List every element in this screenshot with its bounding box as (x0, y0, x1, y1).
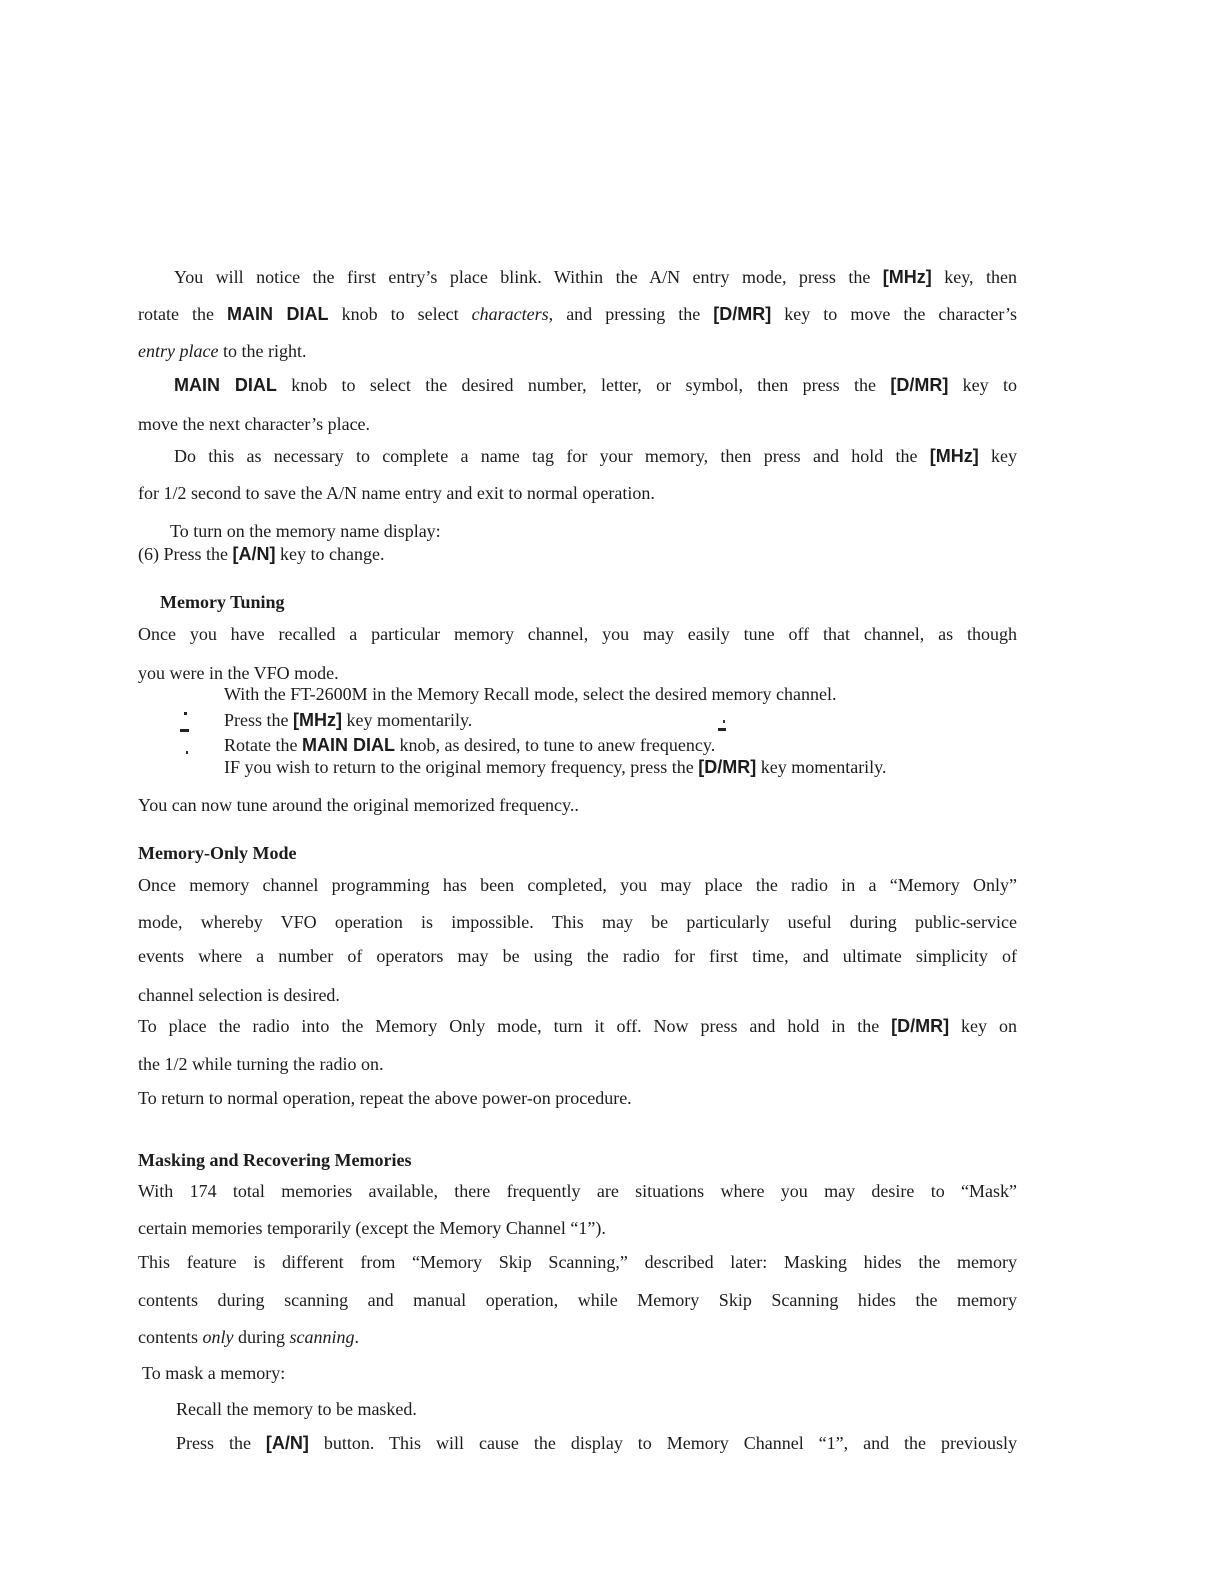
body-line: To place the radio into the Memory Only mode, turn it off. Now press and hold in the [D/MR] key on (138, 1016, 1017, 1036)
body-line: Do this as necessary to complete a name tag for your memory, then press and hold the [MHz] key (174, 446, 1017, 466)
body-line: events where a number of operators may be using the radio for first time, and ultimate simplicity of (138, 946, 1017, 966)
body-line: You can now tune around the original memorized frequency.. (138, 795, 579, 815)
mhz-key-label: [MHz] (929, 446, 979, 466)
body-line: Press the [A/N] button. This will cause the display to Memory Channel “1”, and the previously (176, 1433, 1017, 1453)
main-dial-label: MAIN DIAL (227, 304, 329, 324)
mhz-key-label: [MHz] (882, 267, 932, 287)
step-line: Rotate the MAIN DIAL knob, as desired, to tune to anew frequency. (224, 735, 716, 755)
body-line: the 1/2 while turning the radio on. (138, 1054, 384, 1074)
scan-speck (184, 712, 187, 715)
body-line: you were in the VFO mode. (138, 663, 339, 683)
scan-speck (186, 751, 188, 754)
step-line: IF you wish to return to the original memory frequency, press the [D/MR] key momentarily. (224, 757, 887, 777)
dmr-key-label: [D/MR] (698, 757, 757, 777)
an-key-label: [A/N] (232, 544, 276, 564)
body-line: rotate the MAIN DIAL knob to select characters, and pressing the [D/MR] key to move the character’s (138, 304, 1017, 324)
body-line: To return to normal operation, repeat the above power-on procedure. (138, 1088, 632, 1108)
body-line: MAIN DIAL knob to select the desired number, letter, or symbol, then press the [D/MR] key to (174, 375, 1017, 395)
body-line: for 1/2 second to save the A/N name entry and exit to normal operation. (138, 483, 655, 503)
body-line: To turn on the memory name display: (170, 521, 441, 541)
body-line: This feature is different from “Memory Skip Scanning,” described later: Masking hides the memory (138, 1252, 1017, 1272)
body-line: move the next character’s place. (138, 414, 371, 434)
an-key-label: [A/N] (265, 1433, 309, 1453)
body-line: contents only during scanning. (138, 1327, 359, 1347)
body-line: Recall the memory to be masked. (176, 1399, 417, 1419)
scan-speck (723, 720, 725, 723)
scan-speck (180, 729, 189, 732)
body-line: contents during scanning and manual operation, while Memory Skip Scanning hides the memory (138, 1290, 1017, 1310)
scan-speck (718, 728, 726, 731)
dmr-key-label: [D/MR] (890, 375, 949, 395)
body-line: certain memories temporarily (except the Memory Channel “1”). (138, 1218, 606, 1238)
body-line: mode, whereby VFO operation is impossible. This may be particularly useful during public-service (138, 912, 1017, 932)
section-heading-memory-tuning: Memory Tuning (160, 592, 285, 612)
step-line: With the FT-2600M in the Memory Recall mode, select the desired memory channel. (224, 684, 837, 704)
body-line: entry place to the right. (138, 341, 307, 361)
section-heading-memory-only-mode: Memory-Only Mode (138, 843, 297, 863)
body-line: Once memory channel programming has been completed, you may place the radio in a “Memory Only” (138, 875, 1017, 895)
main-dial-label: MAIN DIAL (301, 735, 395, 755)
body-line: (6) Press the [A/N] key to change. (138, 544, 385, 564)
dmr-key-label: [D/MR] (891, 1016, 950, 1036)
body-line: Once you have recalled a particular memory channel, you may easily tune off that channel, as though (138, 624, 1017, 644)
body-line: You will notice the first entry’s place blink. Within the A/N entry mode, press the [MHz] key, then (174, 267, 1017, 287)
body-line: To mask a memory: (142, 1363, 286, 1383)
dmr-key-label: [D/MR] (713, 304, 772, 324)
mhz-key-label: [MHz] (293, 710, 342, 730)
main-dial-label: MAIN DIAL (174, 375, 277, 395)
body-line: channel selection is desired. (138, 985, 340, 1005)
step-line: Press the [MHz] key momentarily. (224, 710, 473, 730)
section-heading-masking: Masking and Recovering Memories (138, 1150, 412, 1170)
body-line: With 174 total memories available, there frequently are situations where you may desire to “Mask” (138, 1181, 1017, 1201)
